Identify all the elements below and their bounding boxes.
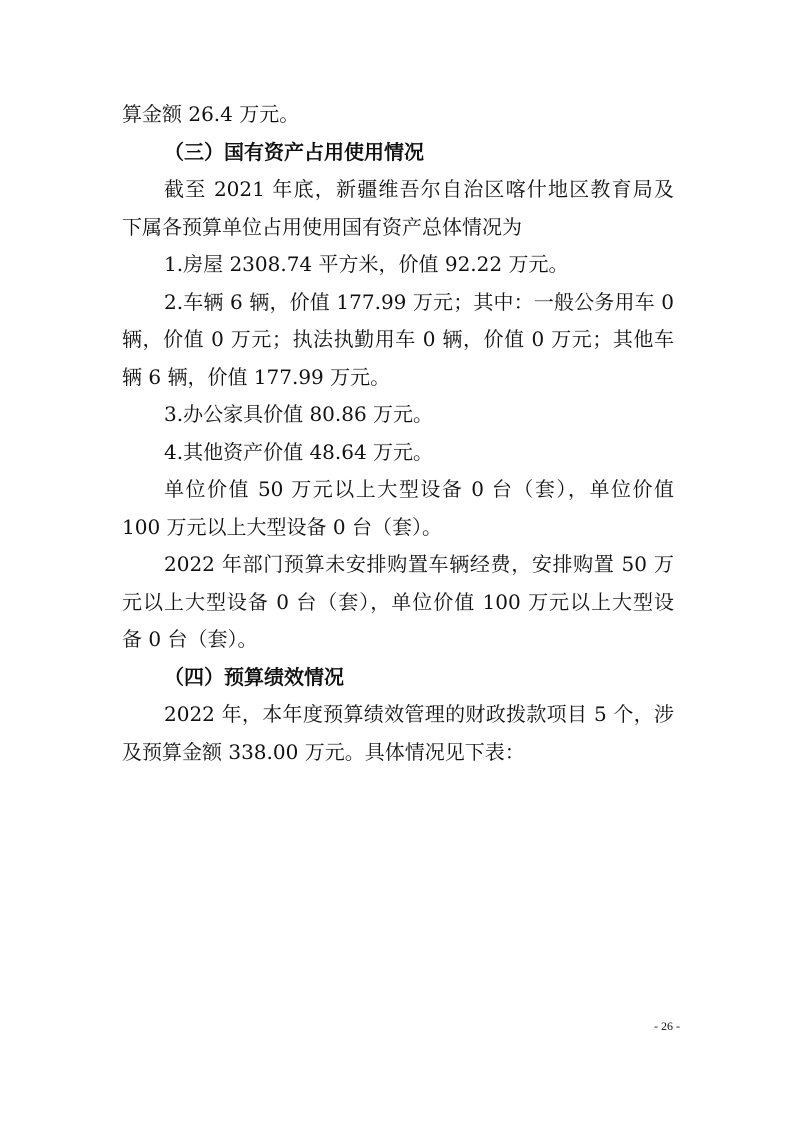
list-item-furniture: 3.办公家具价值 80.86 万元。 [164, 402, 434, 426]
paragraph-line: 100 万元以上大型设备 0 台（套）。 [122, 514, 442, 539]
paragraph-line: 及预算金额 338.00 万元。具体情况见下表： [122, 739, 525, 764]
list-item-housing: 1.房屋 2308.74 平方米，价值 92.22 万元。 [164, 252, 569, 276]
list-item-vehicles: 2.车辆 6 辆，价值 177.99 万元；其中：一般公务用车 0 [164, 289, 674, 314]
paragraph-line: 备 0 台（套）。 [122, 627, 258, 651]
paragraph-line: 单位价值 50 万元以上大型设备 0 台（套），单位价值 [164, 477, 674, 501]
paragraph-line: 元以上大型设备 0 台（套），单位价值 100 万元以上大型设 [122, 589, 674, 614]
paragraph-line: 算金额 26.4 万元。 [122, 102, 300, 126]
section-heading-assets: （三）国有资产占用使用情况 [164, 139, 424, 164]
page-number: - 26 - [654, 1019, 680, 1033]
document-body [122, 96, 674, 771]
paragraph-line: 截至 2021 年底，新疆维吾尔自治区喀什地区教育局及 [164, 177, 674, 201]
paragraph-line: 下属各预算单位占用使用国有资产总体情况为 [122, 214, 522, 239]
list-item-other-assets: 4.其他资产价值 48.64 万元。 [164, 439, 434, 464]
paragraph-line: 2022 年，本年度预算绩效管理的财政拨款项目 5 个，涉 [164, 702, 674, 726]
paragraph-line: 辆 6 辆，价值 177.99 万元。 [122, 364, 391, 389]
section-heading-performance: （四）预算绩效情况 [164, 664, 344, 689]
paragraph-line: 辆，价值 0 万元；执法执勤用车 0 辆，价值 0 万元；其他车 [122, 327, 674, 351]
paragraph-line: 2022 年部门预算未安排购置车辆经费，安排购置 50 万 [164, 552, 674, 576]
